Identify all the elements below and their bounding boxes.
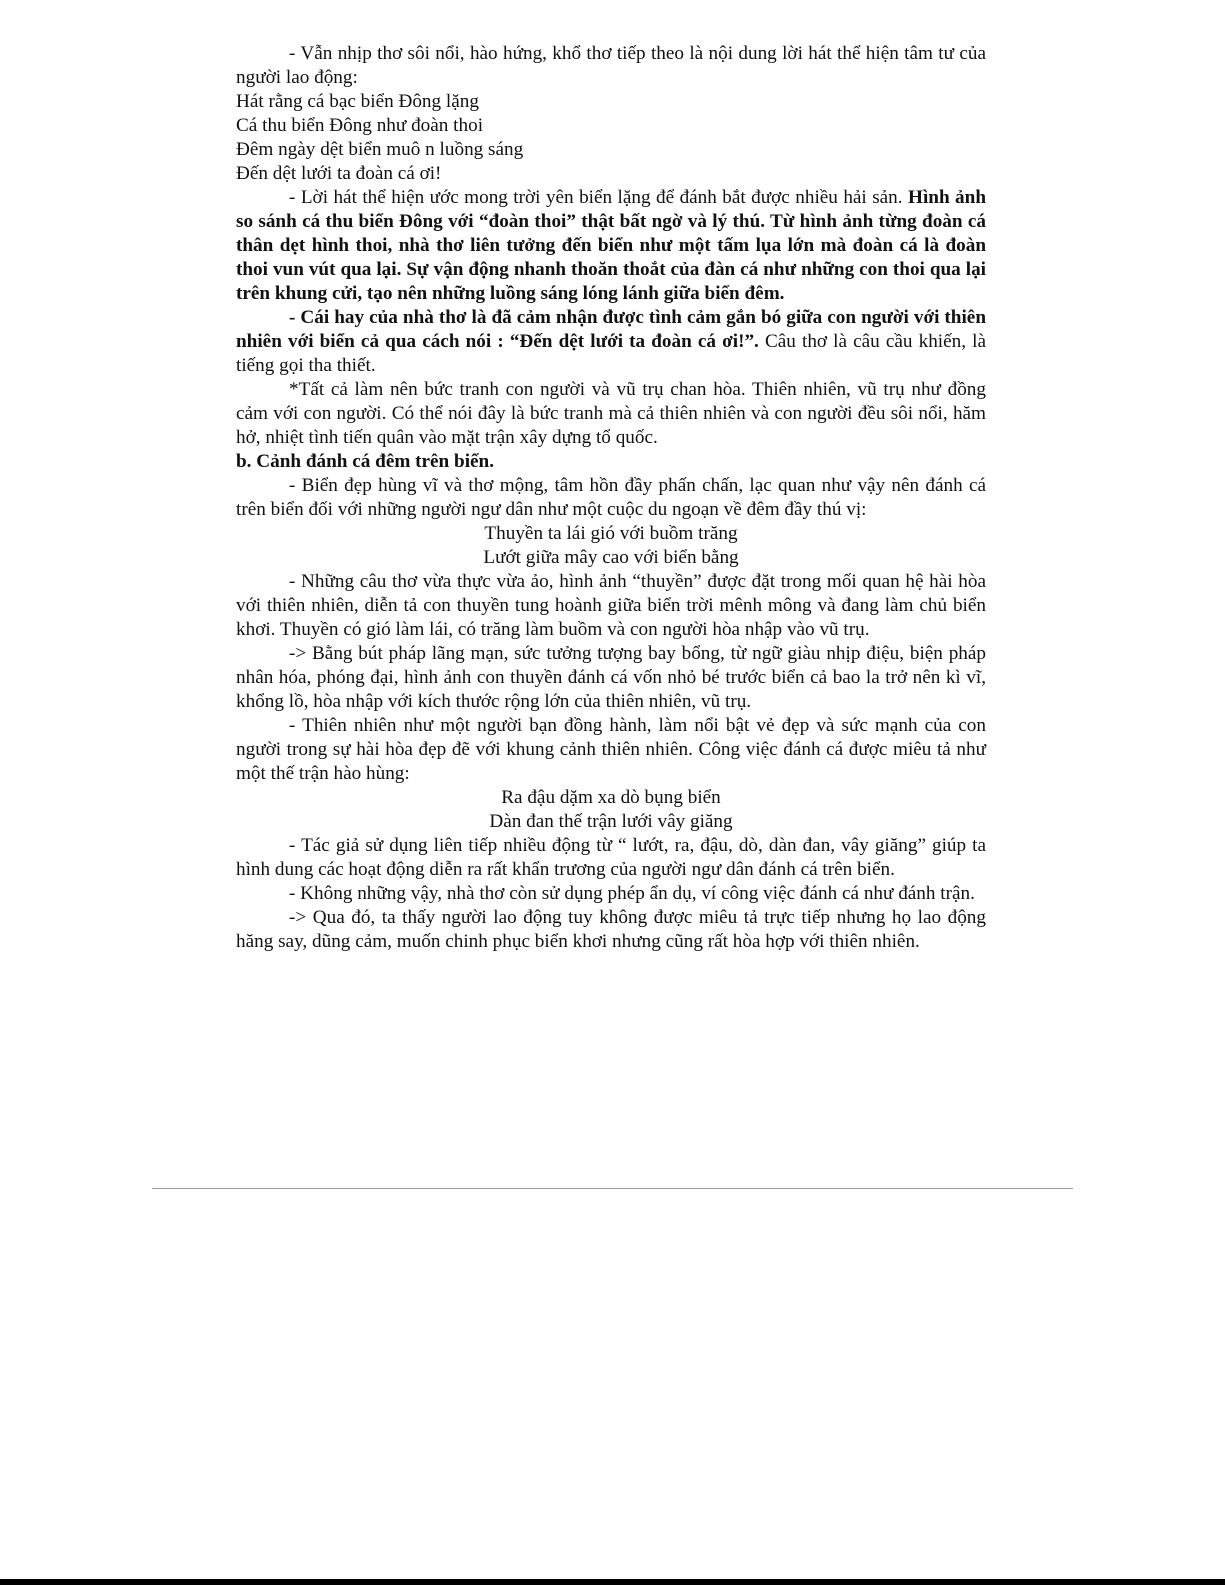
paragraph-song-meaning [236, 186, 986, 306]
section-heading-b: b. Cảnh đánh cá đêm trên biển. [236, 451, 495, 472]
footer-divider [152, 1188, 1073, 1189]
paragraph-poet-insight-plain: Câu thơ là câu cầu khiến, là tiếng gọi tha thiết. [236, 331, 986, 376]
paragraph-romantic-style: -> Bằng bút pháp lãng mạn, sức tưởng tượng bay bổng, từ ngữ giàu nhịp điệu, biện pháp nhân hóa, phóng đại, hình ảnh con thuyền đánh cá vốn nhỏ bé trước biển cả bao la trở nên kì vĩ, khổng lồ, hòa nhập với kích thước rộng lớn của thiên nhiên, vũ trụ. [236, 643, 986, 712]
paragraph-nature-companion: - Thiên nhiên như một người bạn đồng hành, làm nổi bật vẻ đẹp và sức mạnh của con người trong sự hài hòa đẹp đẽ với khung cảnh thiên nhiên. Công việc đánh cá được miêu tả như một thế trận hào hùng: [236, 715, 986, 784]
poem-line: Đêm ngày dệt biển muô n luồng sáng [236, 139, 524, 160]
bottom-edge-bar [0, 1579, 1225, 1585]
poem-stanza-3 [236, 786, 986, 834]
paragraph-intro: - Vẫn nhịp thơ sôi nổi, hào hứng, khổ thơ tiếp theo là nội dung lời hát thể hiện tâm tư của người lao động: [236, 43, 986, 88]
paragraph-song-meaning-bold: Hình ảnh so sánh cá thu biển Đông với “đoàn thoi” thật bất ngờ và lý thú. Từ hình ảnh từng đoàn cá thân dẹt hình thoi, nhà thơ liên tưởng đến biển như một tấm lụa lớn mà đoàn cá là đoàn thoi vun vút qua lại. Sự vận động nhanh thoăn thoắt của đàn cá như những con thoi qua lại trên khung cửi, tạo nên những luồng sáng lóng lánh giữa biển đêm. [236, 187, 986, 304]
paragraph-song-meaning-plain: - Lời hát thể hiện ước mong trời yên biển lặng để đánh bắt được nhiều hải sản. [289, 187, 909, 208]
paragraph-boat-image: - Những câu thơ vừa thực vừa ảo, hình ảnh “thuyền” được đặt trong mối quan hệ hài hòa với thiên nhiên, diễn tả con thuyền tung hoành giữa biển trời mênh mông và đang làm chủ biển khơi. Thuyền có gió làm lái, có trăng làm buồm và con người hòa nhập vào vũ trụ. [236, 571, 986, 640]
poem-line: Lướt giữa mây cao với biển bằng [483, 547, 739, 568]
paragraph-sea-beauty: - Biển đẹp hùng vĩ và thơ mộng, tâm hồn đầy phấn chấn, lạc quan như vậy nên đánh cá trên biển đối với những người ngư dân như một cuộc du ngoạn về đêm đầy thú vị: [236, 475, 986, 520]
paragraph-summary: *Tất cả làm nên bức tranh con người và vũ trụ chan hòa. Thiên nhiên, vũ trụ như đồng cảm với con người. Có thể nói đây là bức tranh mà cả thiên nhiên và con người đều sôi nổi, hăm hở, nhiệt tình tiến quân vào mặt trận xây dựng tổ quốc. [236, 379, 986, 448]
poem-stanza-1 [236, 90, 986, 186]
paragraph-conclusion: -> Qua đó, ta thấy người lao động tuy không được miêu tả trực tiếp nhưng họ lao động hăng say, dũng cảm, muốn chinh phục biển khơi nhưng cũng rất hòa hợp với thiên nhiên. [236, 907, 986, 952]
poem-line: Dàn đan thế trận lưới vây giăng [489, 811, 733, 832]
paragraph-metaphor: - Không những vậy, nhà thơ còn sử dụng phép ẩn dụ, ví công việc đánh cá như đánh trận. [289, 883, 975, 904]
paragraph-poet-insight-bold: - Cái hay của nhà thơ là đã cảm nhận được tình cảm gắn bó giữa con người với thiên nhiên với biển cả qua cách nói : “Đến dệt lưới ta đoàn cá ơi!”. [236, 307, 986, 352]
poem-line: Đến dệt lưới ta đoàn cá ơi! [236, 163, 442, 184]
poem-line: Ra đậu dặm xa dò bụng biển [501, 787, 721, 808]
document-page [236, 42, 986, 954]
paragraph-poet-insight [236, 306, 986, 378]
poem-line: Cá thu biển Đông như đoàn thoi [236, 115, 484, 136]
poem-line: Thuyền ta lái gió với buồm trăng [484, 523, 738, 544]
poem-stanza-2 [236, 522, 986, 570]
poem-line: Hát rằng cá bạc biển Đông lặng [236, 91, 479, 112]
paragraph-verbs: - Tác giả sử dụng liên tiếp nhiều động từ “ lướt, ra, đậu, dò, dàn đan, vây giăng” giúp ta hình dung các hoạt động diễn ra rất khẩn trương của người ngư dân đánh cá trên biển. [236, 835, 986, 880]
